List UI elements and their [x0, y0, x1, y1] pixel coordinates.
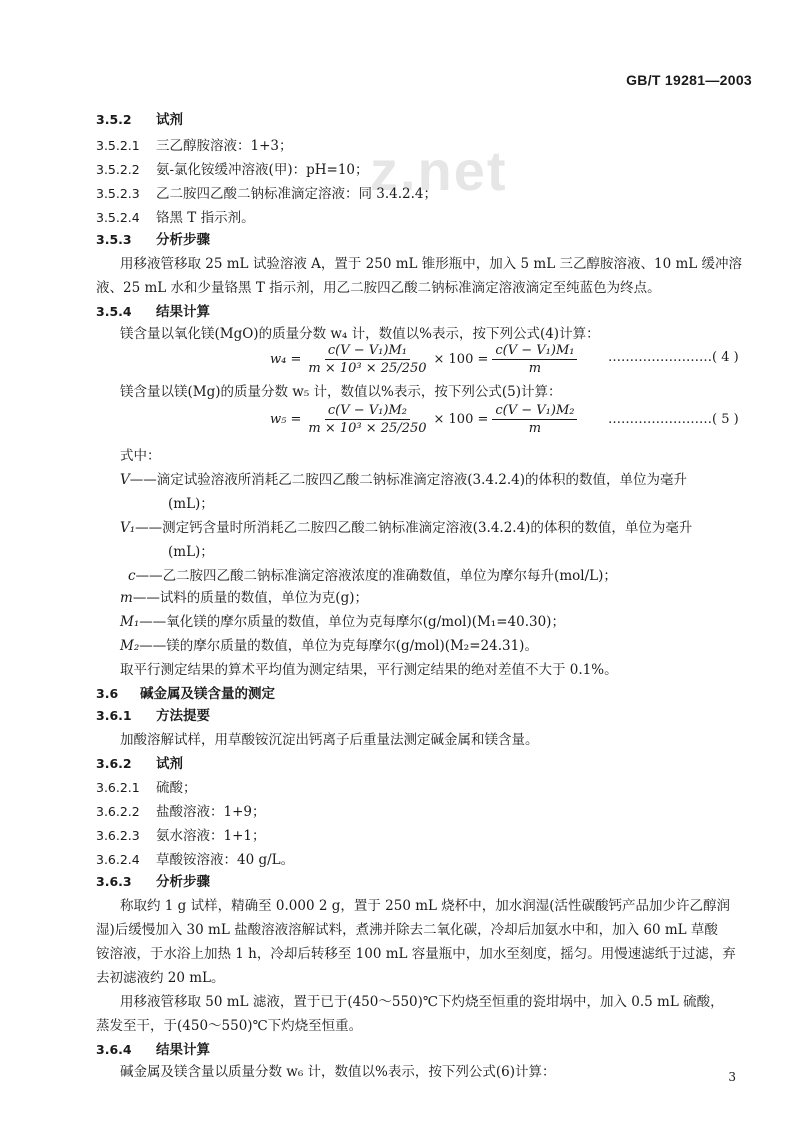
- paragraph-continuation: 湿)后缓慢加入 30 mL 盐酸溶液溶解试料，煮沸并除去二氧化碳，冷却后加氨水中和，加入 60 mL 草酸: [96, 922, 718, 938]
- section-heading: 3.6.1 方法提要: [96, 708, 210, 724]
- paragraph: 用移液管移取 50 mL 滤液，置于已于(450～550)℃下灼烧至恒重的瓷坩埚中，加入 0.5 mL 硫酸，: [120, 994, 724, 1010]
- section-heading: 3.6.3 分析步骤: [96, 874, 210, 890]
- list-item: 3.6.2.2 盐酸溶液：1+9；: [96, 804, 266, 820]
- paragraph-continuation: 去初滤液约 20 mL。: [96, 970, 225, 986]
- definition-item: V——滴定试验溶液所消耗乙二胺四乙酸二钠标准滴定溶液(3.4.2.4)的体积的数值，单位为毫升: [120, 472, 688, 488]
- list-item: 3.5.2.2 氨-氯化铵缓冲溶液(甲)：pH=10；: [96, 162, 369, 178]
- paragraph: 称取约 1 g 试样，精确至 0.000 2 g，置于 250 mL 烧杯中，加水润湿(活性碳酸钙产品加少许乙醇润: [120, 898, 731, 914]
- definition-item: V₁——测定钙含量时所消耗乙二胺四乙酸二钠标准滴定溶液(3.4.2.4)的体积的数值，单位为毫升: [120, 520, 693, 536]
- paragraph-continuation: 液、25 mL 水和少量铬黑 T 指示剂，用乙二胺四乙酸二钠标准滴定溶液滴定至纯蓝色为终点。: [96, 280, 661, 296]
- standard-code: GB/T 19281—2003: [626, 72, 752, 88]
- list-item: 3.5.2.1 三乙醇胺溶液：1+3；: [96, 138, 293, 154]
- paragraph: 取平行测定结果的算术平均值为测定结果，平行测定结果的绝对差值不大于 0.1%。: [120, 662, 618, 678]
- paragraph-continuation: 蒸发至干，于(450～550)℃下灼烧至恒重。: [96, 1018, 363, 1034]
- paragraph: 碱金属及镁含量以质量分数 w₆ 计，数值以%表示，按下列公式(6)计算：: [120, 1064, 556, 1080]
- where-label: 式中：: [120, 448, 161, 464]
- list-item: 3.6.2.4 草酸铵溶液：40 g/L。: [96, 852, 295, 868]
- section-heading: 3.6.2 试剂: [96, 756, 183, 772]
- paragraph-continuation: 铵溶液，于水浴上加热 1 h，冷却后转移至 100 mL 容量瓶中，加水至刻度，摇匀。用慢速滤纸于过滤，弃: [96, 946, 736, 962]
- definition-item: M₂——镁的摩尔质量的数值，单位为克每摩尔(g/mol)(M₂=24.31)。: [120, 638, 538, 654]
- definition-continuation: (mL)；: [168, 496, 214, 512]
- watermark: z.net: [370, 139, 508, 202]
- section-heading: 3.5.3 分析步骤: [96, 232, 210, 248]
- list-item: 3.5.2.4 铬黑 T 指示剂。: [96, 210, 255, 226]
- definition-item: m——试料的质量的数值，单位为克(g)；: [120, 590, 368, 606]
- list-item: 3.6.2.1 硫酸；: [96, 780, 197, 796]
- paragraph: 镁含量以镁(Mg)的质量分数 w₅ 计，数值以%表示，按下列公式(5)计算：: [120, 384, 562, 400]
- definition-continuation: (mL)；: [168, 544, 214, 560]
- definition-item: M₁——氧化镁的摩尔质量的数值，单位为克每摩尔(g/mol)(M₁=40.30)；: [120, 614, 565, 630]
- equation-number: ……………………( 4 ): [608, 350, 739, 365]
- section-heading: 3.6.4 结果计算: [96, 1042, 210, 1058]
- section-heading: 3.5.2 试剂: [96, 112, 183, 128]
- definition-item: c——乙二胺四乙酸二钠标准滴定溶液浓度的准确数值，单位为摩尔每升(mol/L)；: [128, 568, 617, 584]
- list-item: 3.5.2.3 乙二胺四乙酸二钠标准滴定溶液：同 3.4.2.4；: [96, 186, 438, 202]
- paragraph: 用移液管移取 25 mL 试验溶液 A，置于 250 mL 锥形瓶中，加入 5 mL 三乙醇胺溶液、10 mL 缓冲溶: [120, 256, 743, 272]
- section-heading: 3.5.4 结果计算: [96, 304, 210, 320]
- equation-number: ……………………( 5 ): [608, 412, 739, 427]
- formula-4: w₄ = $\frac{\text{c(V − V₁)M₁}}{\text{m × 10³ × 25/250}}$ × 100 = $\frac{\text{c(V − V₁)M₁}}{m}$: [270, 340, 581, 378]
- paragraph: 加酸溶解试样，用草酸铵沉淀出钙离子后重量法测定碱金属和镁含量。: [120, 732, 539, 748]
- formula-5: w₅ = $\frac{\text{c(V − V₁)M₂}}{\text{m × 10³ × 25/250}}$ × 100 = $\frac{\text{c(V − V₁)M₂}}{m}$: [270, 400, 581, 438]
- list-item: 3.6.2.3 氨水溶液：1+1；: [96, 828, 266, 844]
- section-heading: 3.6 碱金属及镁含量的测定: [96, 686, 275, 702]
- page-number: 3: [728, 1070, 736, 1084]
- paragraph: 镁含量以氧化镁(MgO)的质量分数 w₄ 计，数值以%表示，按下列公式(4)计算：: [120, 326, 600, 342]
